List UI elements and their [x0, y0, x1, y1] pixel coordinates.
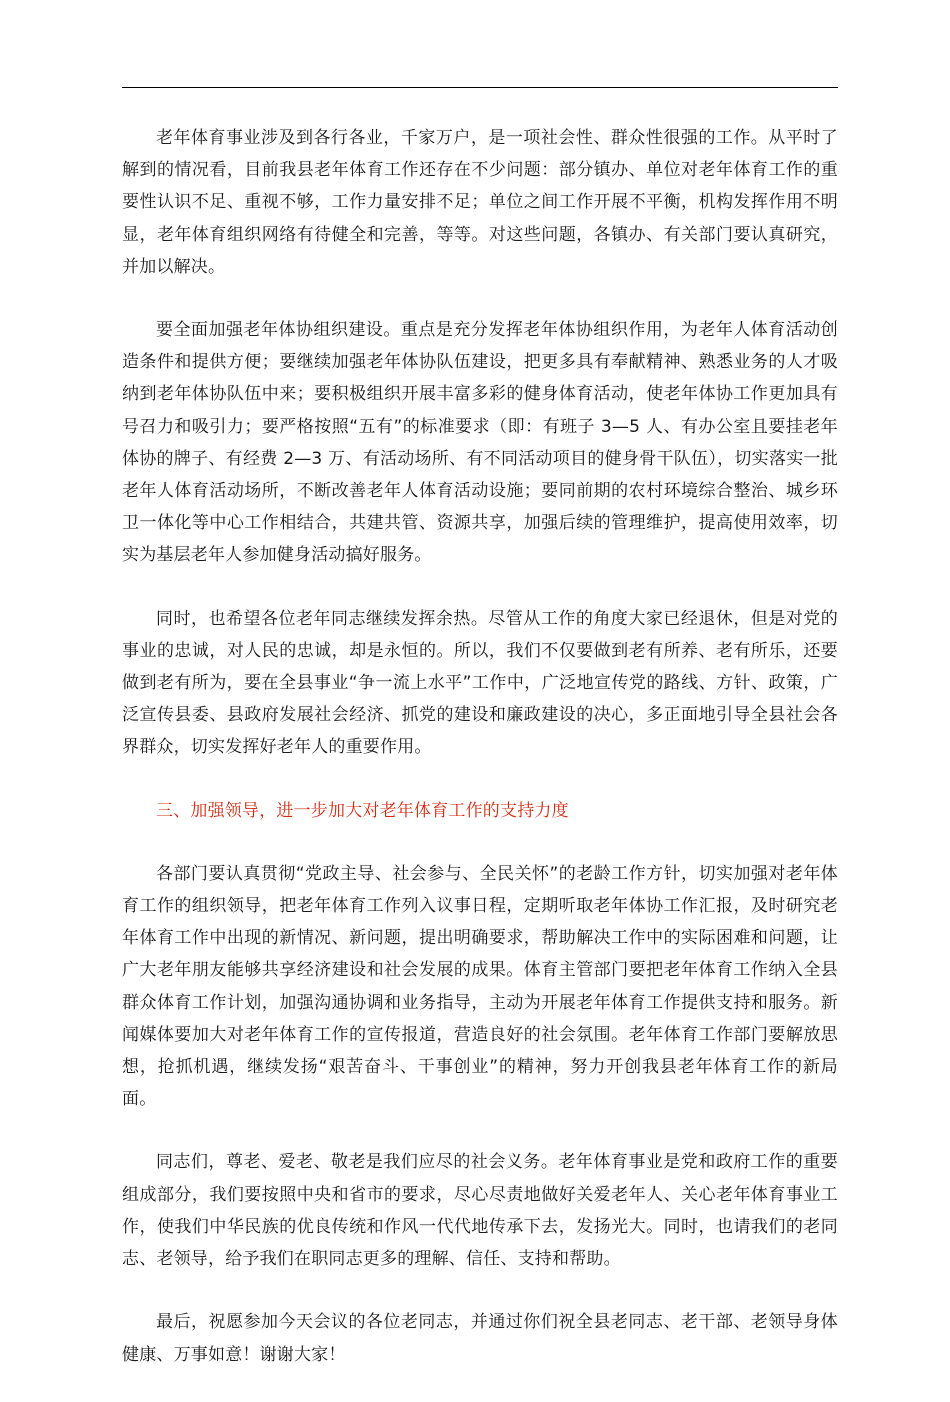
paragraph-respect: 同志们，尊老、爱老、敬老是我们应尽的社会义务。老年体育事业是党和政府工作的重要组成部分，我们要按照中央和省市的要求，尽心尽责地做好关爱老年人、关心老年体育事业工作，使我们中华民族的优良传统和作风一代代地传承下去，发扬光大。同时，也请我们的老同志、老领导，给予我们在职同志更多的理解、信任、支持和帮助。	[122, 1152, 838, 1270]
document-body	[122, 122, 838, 1402]
paragraph-departments: 各部门要认真贯彻“党政主导、社会参与、全民关怀”的老龄工作方针，切实加强对老年体育工作的组织领导，把老年体育工作列入议事日程，定期听取老年体协工作汇报，及时研究老年体育工作中出现的新情况、新问题，提出明确要求，帮助解决工作中的实际困难和问题，让广大老年朋友能够共享经济建设和社会发展的成果。体育主管部门要把老年体育工作纳入全县群众体育工作计划，加强沟通协调和业务指导，主动为开展老年体育工作提供支持和服务。新闻媒体要加大对老年体育工作的宣传报道，营造良好的社会氛围。老年体育工作部门要解放思想，抢抓机遇，继续发扬“艰苦奋斗、干事创业”的精神，努力开创我县老年体育工作的新局面。	[122, 863, 838, 1110]
header-rule	[122, 87, 838, 88]
paragraph-closing: 最后，祝愿参加今天会议的各位老同志，并通过你们祝全县老同志、老干部、老领导身体健康、万事如意！谢谢大家！	[122, 1312, 838, 1365]
paragraph-problems: 老年体育事业涉及到各行各业，千家万户，是一项社会性、群众性很强的工作。从平时了解到的情况看，目前我县老年体育工作还存在不少问题：部分镇办、单位对老年体育工作的重要性认识不足、重视不够，工作力量安排不足；单位之间工作开展不平衡，机构发挥作用不明显，老年体育组织网络有待健全和完善，等等。对这些问题，各镇办、有关部门要认真研究，并加以解决。	[122, 128, 838, 277]
paragraph-organization: 要全面加强老年体协组织建设。重点是充分发挥老年体协组织作用，为老年人体育活动创造条件和提供方便；要继续加强老年体协队伍建设，把更多具有奉献精神、熟悉业务的人才吸纳到老年体协队伍中来；要积极组织开展丰富多彩的健身体育活动，使老年体协工作更加具有号召力和吸引力；要严格按照“五有”的标准要求（即：有班子 3—5 人、有办公室且要挂老年体协的牌子、有经费 2—3 万、有活动场所、有不同活动项目的健身骨干队伍），切实落实一批老年人体育活动场所，不断改善老年人体育活动设施；要同前期的农村环境综合整治、城乡环卫一体化等中心工作相结合，共建共管、资源共享，加强后续的管理维护，提高使用效率，切实为基层老年人参加健身活动搞好服务。	[122, 320, 838, 566]
section-heading: 三、加强领导，进一步加大对老年体育工作的支持力度	[156, 800, 569, 821]
paragraph-veterans: 同时，也希望各位老年同志继续发挥余热。尽管从工作的角度大家已经退休，但是对党的事业的忠诚，对人民的忠诚，却是永恒的。所以，我们不仅要做到老有所养、老有所乐，还要做到老有所为，要在全县事业“争一流上水平”工作中，广泛地宣传党的路线、方针、政策，广泛宣传县委、县政府发展社会经济、抓党的建设和廉政建设的决心，多正面地引导全县社会各界群众，切实发挥好老年人的重要作用。	[122, 608, 838, 758]
